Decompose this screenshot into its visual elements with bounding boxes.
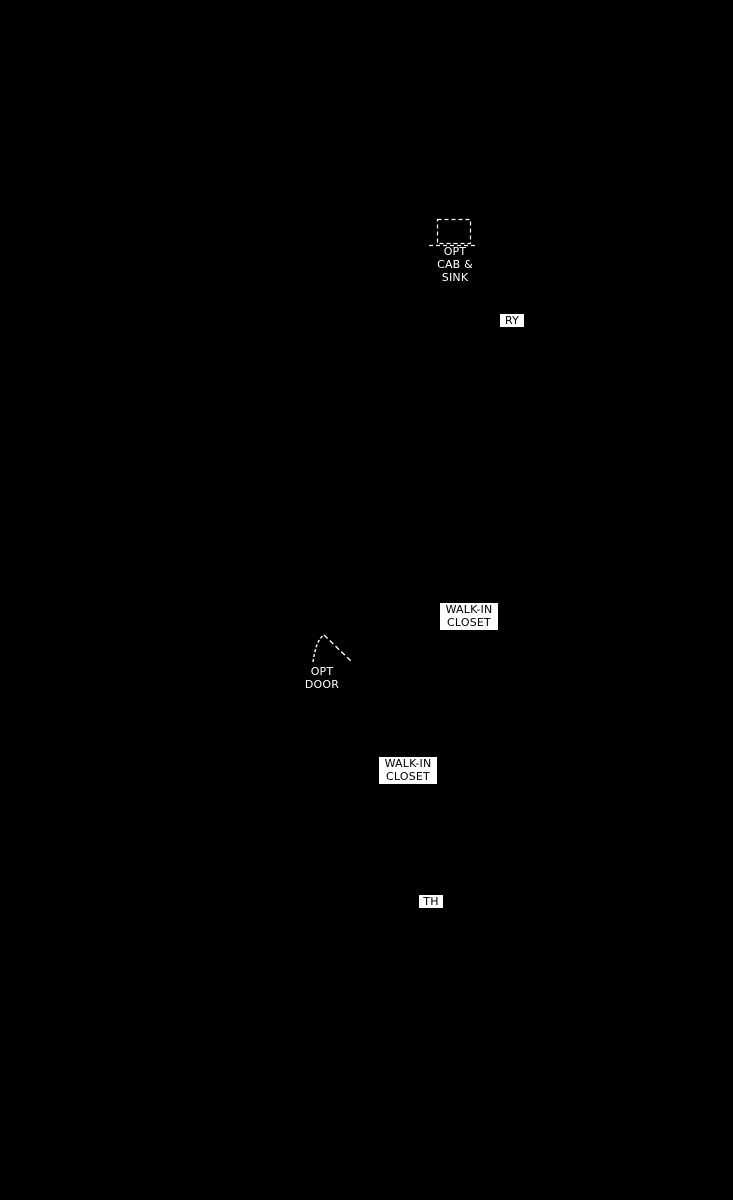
optional-cabinet-icon <box>429 220 478 246</box>
laundry-label <box>500 314 524 327</box>
walk-in-closet-lower-line-2: CLOSET <box>386 770 430 783</box>
walk-in-closet-upper-line-1: WALK-IN <box>445 603 493 616</box>
walk-in-closet-upper-label <box>440 603 498 630</box>
opt-cab-sink-line-1: OPT <box>443 245 467 258</box>
opt-door-line-2: DOOR <box>304 678 340 691</box>
walk-in-closet-lower-label <box>379 757 437 784</box>
opt-cab-sink-line-2: CAB & <box>437 258 473 271</box>
opt-cab-sink-label <box>425 245 485 284</box>
bath-label-text: TH <box>423 895 439 908</box>
opt-cab-sink-line-3: SINK <box>441 271 469 284</box>
bath-label <box>419 895 443 908</box>
walk-in-closet-upper-line-2: CLOSET <box>447 616 491 629</box>
walk-in-closet-lower-line-1: WALK-IN <box>384 757 432 770</box>
optional-door-swing-icon <box>313 635 352 662</box>
opt-door-label <box>297 665 347 691</box>
opt-door-line-1: OPT <box>310 665 334 678</box>
laundry-label-text: RY <box>504 314 520 327</box>
